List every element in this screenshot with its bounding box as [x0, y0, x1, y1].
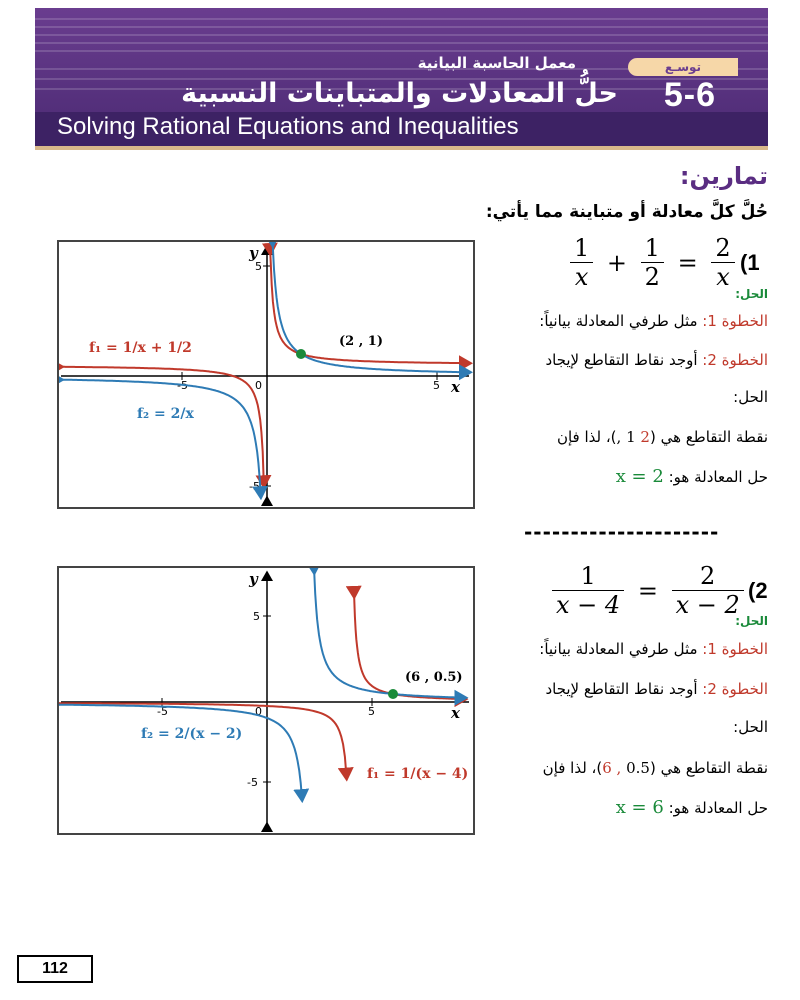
banner-divider [35, 146, 768, 150]
problem2-solution-label: الحل: [735, 614, 768, 628]
tick-y-neg: -5 [249, 480, 260, 493]
f2-label: f₂ = 2/x [137, 406, 194, 422]
x-axis-label: x [451, 704, 460, 722]
point-label: (2 , 1) [339, 334, 383, 349]
problem2-equation: $\frac{1}{x - 4}$ = $\frac{2}{x - 2}$ [552, 562, 744, 619]
f1-label: f₁ = 1/x + 1/2 [89, 340, 192, 356]
separator: --------------------- [524, 520, 720, 544]
intersection-point [296, 349, 306, 359]
tick-origin: 0 [255, 379, 262, 392]
problem2-step2: الخطوة 2: أوجد نقاط التقاطع لإيجاد [545, 680, 768, 698]
f1-label: f₁ = 1/(x − 4) [367, 766, 469, 782]
problem1-step2-cont: الحل: [733, 388, 768, 406]
intersection-point [388, 689, 398, 699]
tick-x-pos: 5 [433, 379, 440, 392]
exercises-title: تمارين: [679, 162, 768, 190]
f2-left-branch [63, 380, 261, 499]
lesson-number: 5-6 [663, 76, 716, 114]
problem1-number: (1 [740, 250, 760, 275]
y-axis-label: y [249, 244, 258, 262]
problem1-step1: الخطوة 1: مثل طرفي المعادلة بيانياً: [539, 312, 768, 330]
problem1-intersection: نقطة التقاطع هي (2 1 ,)، لذا فإن [556, 428, 768, 446]
tick-y-neg: -5 [247, 776, 258, 789]
problem1-solution-label: الحل: [735, 287, 768, 301]
tick-y-pos: 5 [255, 260, 262, 273]
problem2-number: (2 [748, 578, 768, 603]
tick-x-pos: 5 [368, 705, 375, 718]
tick-y-pos: 5 [253, 610, 260, 623]
tick-origin: 0 [255, 705, 262, 718]
point-label: (6 , 0.5) [405, 670, 463, 685]
x-axis-label: x [451, 378, 460, 396]
problem1-step2: الخطوة 2: أوجد نقاط التقاطع لإيجاد [545, 351, 768, 369]
banner-subtitle: معمل الحاسبة البيانية [417, 54, 576, 72]
problem2-intersection: نقطة التقاطع هي (0.5 , 6)، لذا فإن [542, 759, 768, 777]
problem2-step2-cont: الحل: [733, 718, 768, 736]
f2-label: f₂ = 2/(x − 2) [141, 726, 243, 742]
problem2-answer: حل المعادلة هو: x = 6 [615, 797, 768, 818]
lesson-banner [35, 8, 768, 146]
graph-problem1 [57, 240, 475, 509]
y-axis-label: y [249, 570, 258, 588]
problem1-equation: $\frac{1}{x}$ + $\frac{1}{2}$ = $\frac{2}{x}$ [570, 234, 735, 291]
f2-left-branch [59, 705, 302, 801]
tick-x-neg: -5 [157, 705, 168, 718]
instruction: حُلَّ كلَّ معادلة أو متباينة مما يأتي: [485, 202, 768, 222]
banner-tag: توسـع [628, 58, 738, 76]
graph-problem2 [57, 566, 475, 835]
f1-left-branch [63, 367, 264, 487]
page-number: 112 [17, 955, 93, 983]
lesson-title-en: Solving Rational Equations and Inequalities [57, 113, 519, 140]
problem2-step1: الخطوة 1: مثل طرفي المعادلة بيانياً: [539, 640, 768, 658]
tick-x-neg: -5 [177, 379, 188, 392]
problem1-answer: حل المعادلة هو: x = 2 [615, 466, 768, 487]
lesson-title-ar: حلُّ المعادلات والمتباينات النسبية [181, 78, 618, 109]
